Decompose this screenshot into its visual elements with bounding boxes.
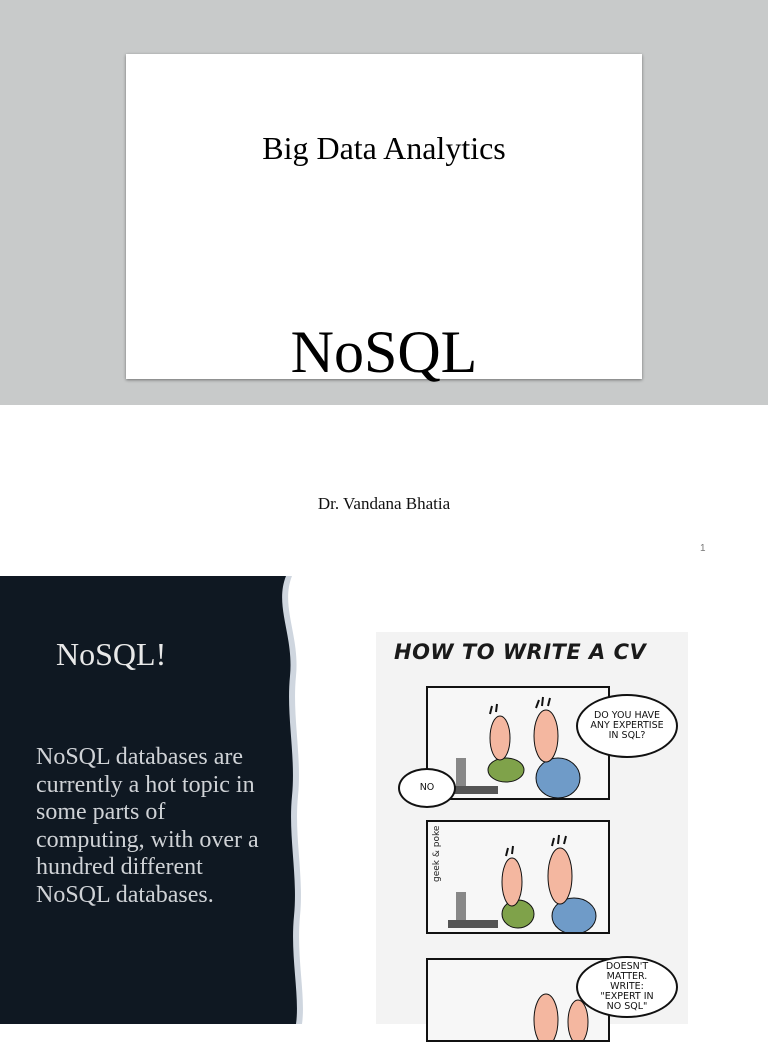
slide-2-title: NoSQL! <box>56 636 167 672</box>
speech-bubble-answer <box>576 956 678 1018</box>
two-men-illustration <box>428 688 608 798</box>
title-slide-card <box>126 54 642 385</box>
slide-2 <box>0 576 768 1024</box>
two-men-illustration <box>428 822 608 932</box>
bubble-line: IN SQL? <box>608 730 646 741</box>
bubble-line: MATTER. <box>606 971 648 982</box>
slide-2-body-text: NoSQL databases are currently a hot topic in some parts of computing, with over a hundred different NoSQL databases. <box>36 744 259 908</box>
speech-bubble-no <box>398 768 456 808</box>
slide-main-heading: NoSQL <box>290 319 478 385</box>
bubble-line: ANY EXPERTISE <box>590 720 664 731</box>
comic-brand-label: geek & poke <box>432 825 442 882</box>
comic-panel-2 <box>426 820 610 934</box>
bubble-line: DO YOU HAVE <box>593 710 661 721</box>
comic-heading: HOW TO WRITE A CV <box>394 640 647 664</box>
bubble-line: NO SQL" <box>606 1001 648 1012</box>
comic-image <box>376 632 688 1024</box>
page-number: 1 <box>700 543 706 554</box>
slide-title: Big Data Analytics <box>262 130 506 166</box>
speech-bubble-question <box>576 694 678 758</box>
bubble-line: WRITE: <box>610 981 644 992</box>
bubble-line: NO <box>419 782 435 793</box>
author-name: Dr. Vandana Bhatia <box>317 494 451 513</box>
bubble-line: DOESN'T <box>605 961 649 972</box>
bubble-line: "EXPERT IN <box>600 991 654 1002</box>
